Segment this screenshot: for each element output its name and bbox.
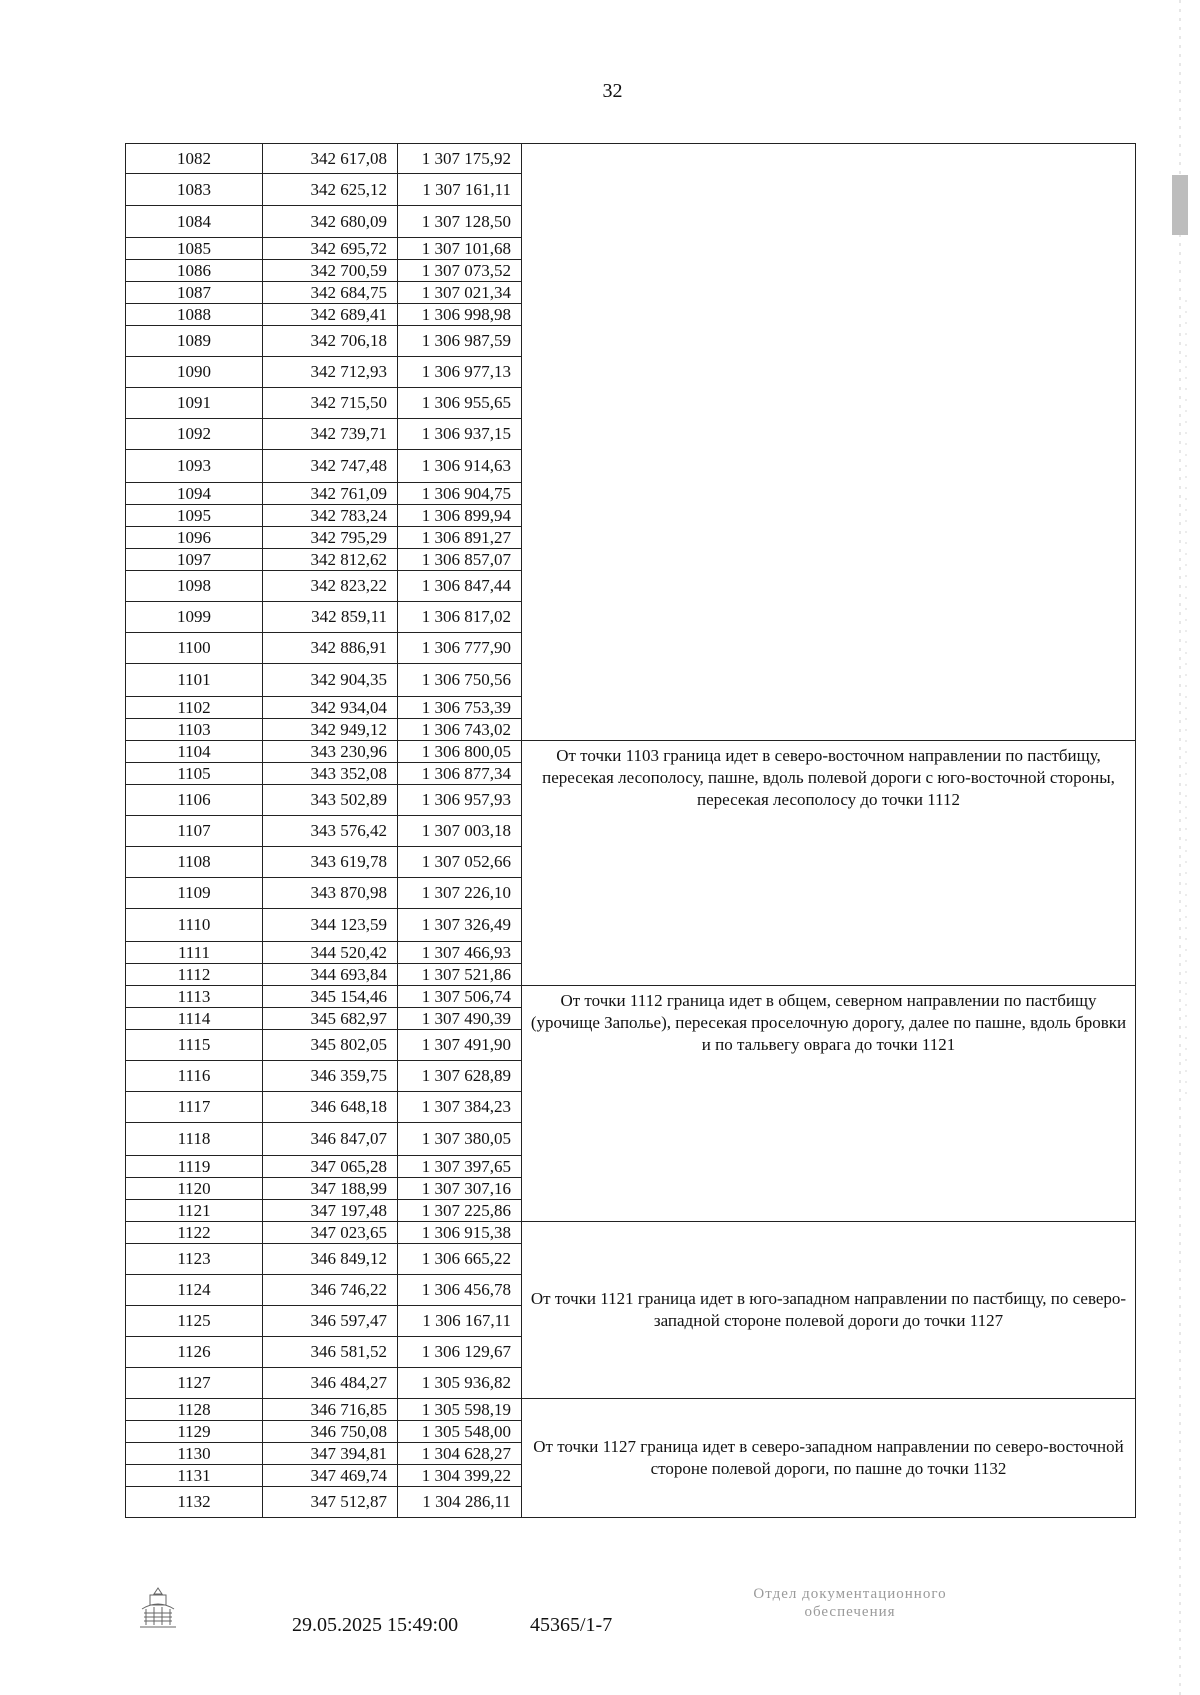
point-number-cell: 1112	[126, 964, 263, 986]
x-coordinate-cell: 346 484,27	[263, 1368, 398, 1399]
point-number-cell: 1109	[126, 878, 263, 909]
table-row	[126, 741, 1136, 763]
x-coordinate-cell: 342 712,93	[263, 357, 398, 388]
y-coordinate-cell: 1 306 937,15	[398, 419, 522, 450]
x-coordinate-cell: 343 352,08	[263, 763, 398, 785]
y-coordinate-cell: 1 307 307,16	[398, 1178, 522, 1200]
y-coordinate-cell: 1 306 167,11	[398, 1306, 522, 1337]
table-row	[126, 986, 1136, 1008]
point-number-cell: 1115	[126, 1030, 263, 1061]
table-row	[126, 144, 1136, 174]
point-number-cell: 1124	[126, 1275, 263, 1306]
x-coordinate-cell: 344 520,42	[263, 942, 398, 964]
x-coordinate-cell: 342 949,12	[263, 719, 398, 741]
point-number-cell: 1132	[126, 1487, 263, 1518]
point-number-cell: 1083	[126, 174, 263, 206]
point-number-cell: 1107	[126, 816, 263, 847]
y-coordinate-cell: 1 306 857,07	[398, 549, 522, 571]
point-number-cell: 1127	[126, 1368, 263, 1399]
x-coordinate-cell: 346 359,75	[263, 1061, 398, 1092]
table-row	[126, 1222, 1136, 1244]
x-coordinate-cell: 342 706,18	[263, 326, 398, 357]
x-coordinate-cell: 345 154,46	[263, 986, 398, 1008]
point-number-cell: 1114	[126, 1008, 263, 1030]
y-coordinate-cell: 1 306 665,22	[398, 1244, 522, 1275]
point-number-cell: 1105	[126, 763, 263, 785]
x-coordinate-cell: 342 684,75	[263, 282, 398, 304]
footer-datetime: 29.05.2025 15:49:00	[292, 1614, 459, 1636]
point-number-cell: 1120	[126, 1178, 263, 1200]
y-coordinate-cell: 1 304 628,27	[398, 1443, 522, 1465]
point-number-cell: 1126	[126, 1337, 263, 1368]
y-coordinate-cell: 1 306 129,67	[398, 1337, 522, 1368]
point-number-cell: 1110	[126, 909, 263, 942]
y-coordinate-cell: 1 306 753,39	[398, 697, 522, 719]
x-coordinate-cell: 342 812,62	[263, 549, 398, 571]
point-number-cell: 1090	[126, 357, 263, 388]
y-coordinate-cell: 1 307 101,68	[398, 238, 522, 260]
x-coordinate-cell: 342 680,09	[263, 206, 398, 238]
y-coordinate-cell: 1 307 073,52	[398, 260, 522, 282]
point-number-cell: 1091	[126, 388, 263, 419]
y-coordinate-cell: 1 307 490,39	[398, 1008, 522, 1030]
point-number-cell: 1100	[126, 633, 263, 664]
y-coordinate-cell: 1 307 021,34	[398, 282, 522, 304]
x-coordinate-cell: 346 847,07	[263, 1123, 398, 1156]
boundary-description-cell: От точки 1103 граница идет в северо-восточном направлении по пастбищу, пересекая лесополосу, пашне, вдоль полевой дороги с юго-восточной стороны, пересекая лесополосу до точки 1112	[522, 741, 1136, 986]
point-number-cell: 1119	[126, 1156, 263, 1178]
x-coordinate-cell: 342 795,29	[263, 527, 398, 549]
point-number-cell: 1131	[126, 1465, 263, 1487]
x-coordinate-cell: 342 700,59	[263, 260, 398, 282]
stamp-line-1: Отдел документационного	[753, 1586, 947, 1602]
x-coordinate-cell: 346 597,47	[263, 1306, 398, 1337]
point-number-cell: 1129	[126, 1421, 263, 1443]
x-coordinate-cell: 343 502,89	[263, 785, 398, 816]
y-coordinate-cell: 1 306 817,02	[398, 602, 522, 633]
x-coordinate-cell: 342 715,50	[263, 388, 398, 419]
y-coordinate-cell: 1 307 466,93	[398, 942, 522, 964]
point-number-cell: 1116	[126, 1061, 263, 1092]
point-number-cell: 1086	[126, 260, 263, 282]
boundary-description-cell: От точки 1112 граница идет в общем, северном направлении по пастбищу (урочище Заполье), пересекая проселочную дорогу, далее по пашне, вдоль бровки и по тальвегу оврага до точки 1121	[522, 986, 1136, 1222]
point-number-cell: 1122	[126, 1222, 263, 1244]
boundary-description-cell: От точки 1121 граница идет в юго-западном направлении по пастбищу, по северо-западной стороне полевой дороги до точки 1127	[522, 1222, 1136, 1399]
x-coordinate-cell: 347 065,28	[263, 1156, 398, 1178]
y-coordinate-cell: 1 306 456,78	[398, 1275, 522, 1306]
y-coordinate-cell: 1 307 506,74	[398, 986, 522, 1008]
x-coordinate-cell: 347 469,74	[263, 1465, 398, 1487]
y-coordinate-cell: 1 307 052,66	[398, 847, 522, 878]
y-coordinate-cell: 1 306 957,93	[398, 785, 522, 816]
y-coordinate-cell: 1 306 777,90	[398, 633, 522, 664]
y-coordinate-cell: 1 306 750,56	[398, 664, 522, 697]
x-coordinate-cell: 343 230,96	[263, 741, 398, 763]
coordinates-table-body	[126, 144, 1136, 1518]
x-coordinate-cell: 342 823,22	[263, 571, 398, 602]
boundary-description-cell: От точки 1127 граница идет в северо-западном направлении по северо-восточной стороне полевой дороги, по пашне до точки 1132	[522, 1399, 1136, 1518]
point-number-cell: 1103	[126, 719, 263, 741]
point-number-cell: 1087	[126, 282, 263, 304]
x-coordinate-cell: 343 870,98	[263, 878, 398, 909]
y-coordinate-cell: 1 307 380,05	[398, 1123, 522, 1156]
y-coordinate-cell: 1 305 548,00	[398, 1421, 522, 1443]
y-coordinate-cell: 1 307 521,86	[398, 964, 522, 986]
y-coordinate-cell: 1 306 891,27	[398, 527, 522, 549]
point-number-cell: 1108	[126, 847, 263, 878]
y-coordinate-cell: 1 306 904,75	[398, 483, 522, 505]
point-number-cell: 1085	[126, 238, 263, 260]
x-coordinate-cell: 342 934,04	[263, 697, 398, 719]
y-coordinate-cell: 1 306 998,98	[398, 304, 522, 326]
x-coordinate-cell: 343 576,42	[263, 816, 398, 847]
x-coordinate-cell: 342 904,35	[263, 664, 398, 697]
x-coordinate-cell: 346 750,08	[263, 1421, 398, 1443]
y-coordinate-cell: 1 306 800,05	[398, 741, 522, 763]
point-number-cell: 1094	[126, 483, 263, 505]
point-number-cell: 1121	[126, 1200, 263, 1222]
point-number-cell: 1088	[126, 304, 263, 326]
x-coordinate-cell: 343 619,78	[263, 847, 398, 878]
x-coordinate-cell: 345 802,05	[263, 1030, 398, 1061]
x-coordinate-cell: 342 886,91	[263, 633, 398, 664]
point-number-cell: 1093	[126, 450, 263, 483]
y-coordinate-cell: 1 306 987,59	[398, 326, 522, 357]
stamp-line-2: обеспечения	[804, 1604, 896, 1620]
point-number-cell: 1118	[126, 1123, 263, 1156]
point-number-cell: 1096	[126, 527, 263, 549]
footer-doc-number: 45365/1-7	[530, 1614, 613, 1636]
x-coordinate-cell: 346 716,85	[263, 1399, 398, 1421]
y-coordinate-cell: 1 306 915,38	[398, 1222, 522, 1244]
y-coordinate-cell: 1 306 899,94	[398, 505, 522, 527]
x-coordinate-cell: 344 693,84	[263, 964, 398, 986]
x-coordinate-cell: 346 581,52	[263, 1337, 398, 1368]
department-stamp	[700, 1585, 1000, 1621]
x-coordinate-cell: 347 197,48	[263, 1200, 398, 1222]
y-coordinate-cell: 1 307 628,89	[398, 1061, 522, 1092]
point-number-cell: 1111	[126, 942, 263, 964]
y-coordinate-cell: 1 306 743,02	[398, 719, 522, 741]
x-coordinate-cell: 342 783,24	[263, 505, 398, 527]
point-number-cell: 1102	[126, 697, 263, 719]
emblem-icon	[136, 1585, 180, 1631]
x-coordinate-cell: 347 023,65	[263, 1222, 398, 1244]
y-coordinate-cell: 1 307 226,10	[398, 878, 522, 909]
x-coordinate-cell: 342 617,08	[263, 144, 398, 174]
y-coordinate-cell: 1 307 326,49	[398, 909, 522, 942]
point-number-cell: 1123	[126, 1244, 263, 1275]
y-coordinate-cell: 1 304 399,22	[398, 1465, 522, 1487]
x-coordinate-cell: 342 625,12	[263, 174, 398, 206]
coordinates-table	[125, 143, 1136, 1518]
x-coordinate-cell: 347 188,99	[263, 1178, 398, 1200]
x-coordinate-cell: 346 648,18	[263, 1092, 398, 1123]
y-coordinate-cell: 1 306 914,63	[398, 450, 522, 483]
y-coordinate-cell: 1 306 977,13	[398, 357, 522, 388]
y-coordinate-cell: 1 306 877,34	[398, 763, 522, 785]
point-number-cell: 1113	[126, 986, 263, 1008]
y-coordinate-cell: 1 307 384,23	[398, 1092, 522, 1123]
table-row	[126, 1399, 1136, 1421]
x-coordinate-cell: 344 123,59	[263, 909, 398, 942]
x-coordinate-cell: 345 682,97	[263, 1008, 398, 1030]
x-coordinate-cell: 342 761,09	[263, 483, 398, 505]
point-number-cell: 1125	[126, 1306, 263, 1337]
x-coordinate-cell: 346 746,22	[263, 1275, 398, 1306]
point-number-cell: 1097	[126, 549, 263, 571]
x-coordinate-cell: 342 747,48	[263, 450, 398, 483]
point-number-cell: 1099	[126, 602, 263, 633]
point-number-cell: 1092	[126, 419, 263, 450]
y-coordinate-cell: 1 305 598,19	[398, 1399, 522, 1421]
x-coordinate-cell: 342 695,72	[263, 238, 398, 260]
y-coordinate-cell: 1 305 936,82	[398, 1368, 522, 1399]
y-coordinate-cell: 1 306 955,65	[398, 388, 522, 419]
x-coordinate-cell: 342 739,71	[263, 419, 398, 450]
point-number-cell: 1095	[126, 505, 263, 527]
y-coordinate-cell: 1 307 225,86	[398, 1200, 522, 1222]
y-coordinate-cell: 1 307 491,90	[398, 1030, 522, 1061]
y-coordinate-cell: 1 304 286,11	[398, 1487, 522, 1518]
x-coordinate-cell: 342 859,11	[263, 602, 398, 633]
point-number-cell: 1106	[126, 785, 263, 816]
point-number-cell: 1117	[126, 1092, 263, 1123]
scan-edge-artifact	[1160, 0, 1200, 1695]
y-coordinate-cell: 1 307 128,50	[398, 206, 522, 238]
y-coordinate-cell: 1 307 161,11	[398, 174, 522, 206]
x-coordinate-cell: 347 512,87	[263, 1487, 398, 1518]
y-coordinate-cell: 1 306 847,44	[398, 571, 522, 602]
point-number-cell: 1130	[126, 1443, 263, 1465]
point-number-cell: 1101	[126, 664, 263, 697]
point-number-cell: 1098	[126, 571, 263, 602]
y-coordinate-cell: 1 307 175,92	[398, 144, 522, 174]
point-number-cell: 1082	[126, 144, 263, 174]
point-number-cell: 1089	[126, 326, 263, 357]
boundary-description-cell	[522, 144, 1136, 741]
x-coordinate-cell: 346 849,12	[263, 1244, 398, 1275]
point-number-cell: 1104	[126, 741, 263, 763]
page-number: 32	[602, 80, 623, 102]
point-number-cell: 1128	[126, 1399, 263, 1421]
y-coordinate-cell: 1 307 003,18	[398, 816, 522, 847]
point-number-cell: 1084	[126, 206, 263, 238]
x-coordinate-cell: 342 689,41	[263, 304, 398, 326]
x-coordinate-cell: 347 394,81	[263, 1443, 398, 1465]
y-coordinate-cell: 1 307 397,65	[398, 1156, 522, 1178]
